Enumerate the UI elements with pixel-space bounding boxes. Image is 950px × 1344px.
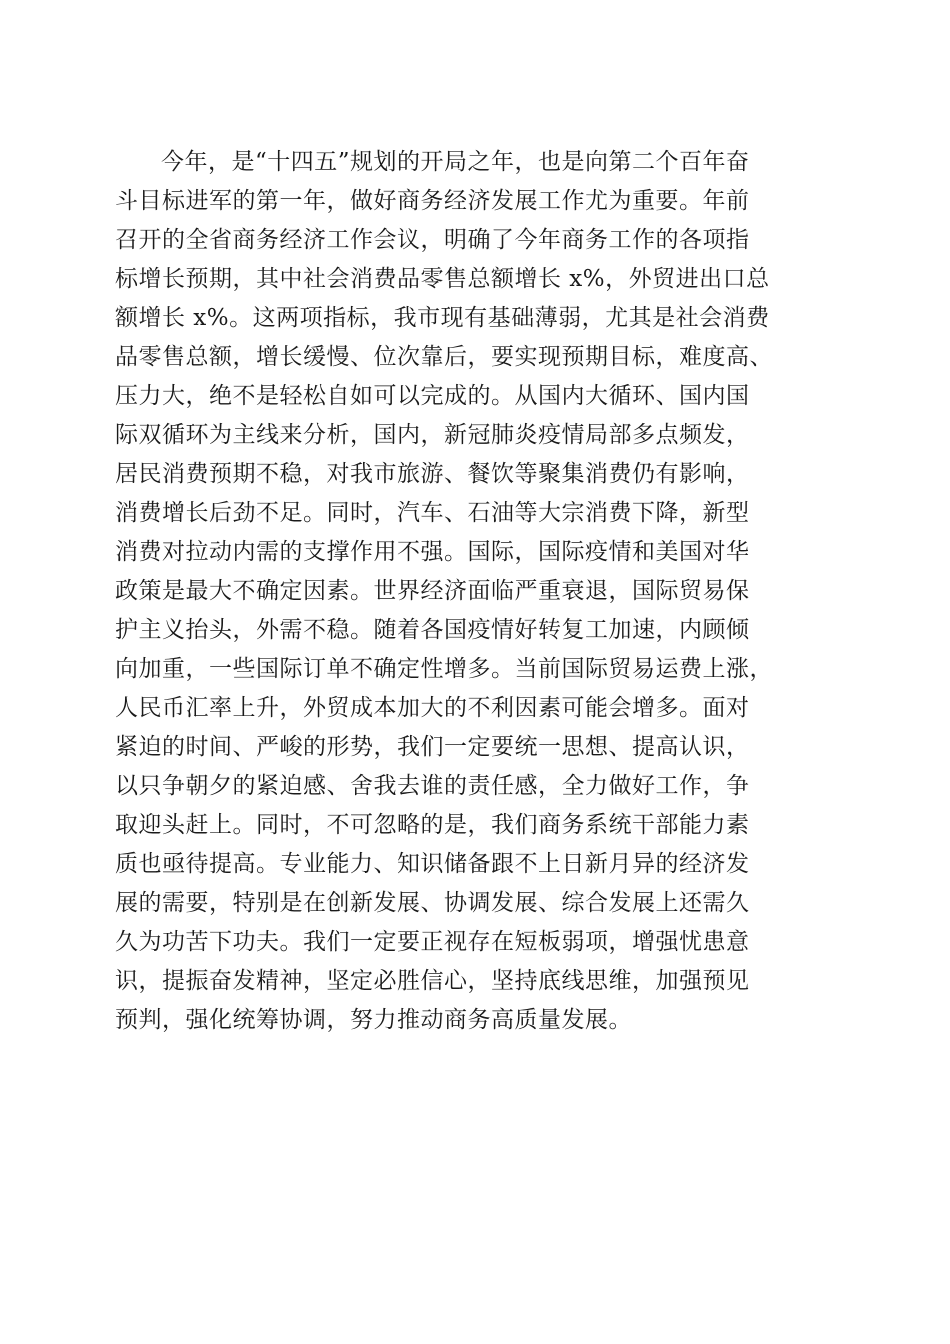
- body-paragraph: [115, 143, 845, 1040]
- text-line: 预判，强化统筹协调，努力推动商务高质量发展。: [115, 1007, 632, 1033]
- text-line: 紧迫的时间、严峻的形势，我们一定要统一思想、提高认识，: [115, 734, 750, 760]
- text-line: 压力大，绝不是轻松自如可以完成的。从国内大循环、国内国: [115, 383, 750, 409]
- text-line: 展的需要，特别是在创新发展、协调发展、综合发展上还需久: [115, 890, 750, 916]
- text-line: 消费对拉动内需的支撑作用不强。国际，国际疫情和美国对华: [115, 539, 750, 565]
- text-line: 识，提振奋发精神，坚定必胜信心，坚持底线思维，加强预见: [115, 968, 750, 994]
- text-line: 质也亟待提高。专业能力、知识储备跟不上日新月异的经济发: [115, 851, 750, 877]
- text-line: 今年，是“十四五”规划的开局之年，也是向第二个百年奋: [161, 149, 750, 175]
- text-line: 召开的全省商务经济工作会议，明确了今年商务工作的各项指: [115, 227, 750, 253]
- text-line: 政策是最大不确定因素。世界经济面临严重衰退，国际贸易保: [115, 578, 750, 604]
- text-line: 向加重，一些国际订单不确定性增多。当前国际贸易运费上涨，: [115, 656, 773, 682]
- text-line: 际双循环为主线来分析，国内，新冠肺炎疫情局部多点频发，: [115, 422, 750, 448]
- text-line: 标增长预期，其中社会消费品零售总额增长 x%，外贸进出口总: [115, 266, 770, 292]
- text-line: 取迎头赶上。同时，不可忽略的是，我们商务系统干部能力素: [115, 812, 750, 838]
- text-line: 额增长 x%。这两项指标，我市现有基础薄弱，尤其是社会消费: [115, 305, 770, 331]
- text-line: 以只争朝夕的紧迫感、舍我去谁的责任感，全力做好工作，争: [115, 773, 750, 799]
- text-line: 居民消费预期不稳，对我市旅游、餐饮等聚集消费仍有影响，: [115, 461, 750, 487]
- text-line: 护主义抬头，外需不稳。随着各国疫情好转复工加速，内顾倾: [115, 617, 750, 643]
- text-line: 斗目标进军的第一年，做好商务经济发展工作尤为重要。年前: [115, 188, 750, 214]
- text-line: 人民币汇率上升，外贸成本加大的不利因素可能会增多。面对: [115, 695, 750, 721]
- text-line: 消费增长后劲不足。同时，汽车、石油等大宗消费下降，新型: [115, 500, 750, 526]
- text-line: 久为功苦下功夫。我们一定要正视存在短板弱项，增强忧患意: [115, 929, 750, 955]
- text-line: 品零售总额，增长缓慢、位次靠后，要实现预期目标，难度高、: [115, 344, 773, 370]
